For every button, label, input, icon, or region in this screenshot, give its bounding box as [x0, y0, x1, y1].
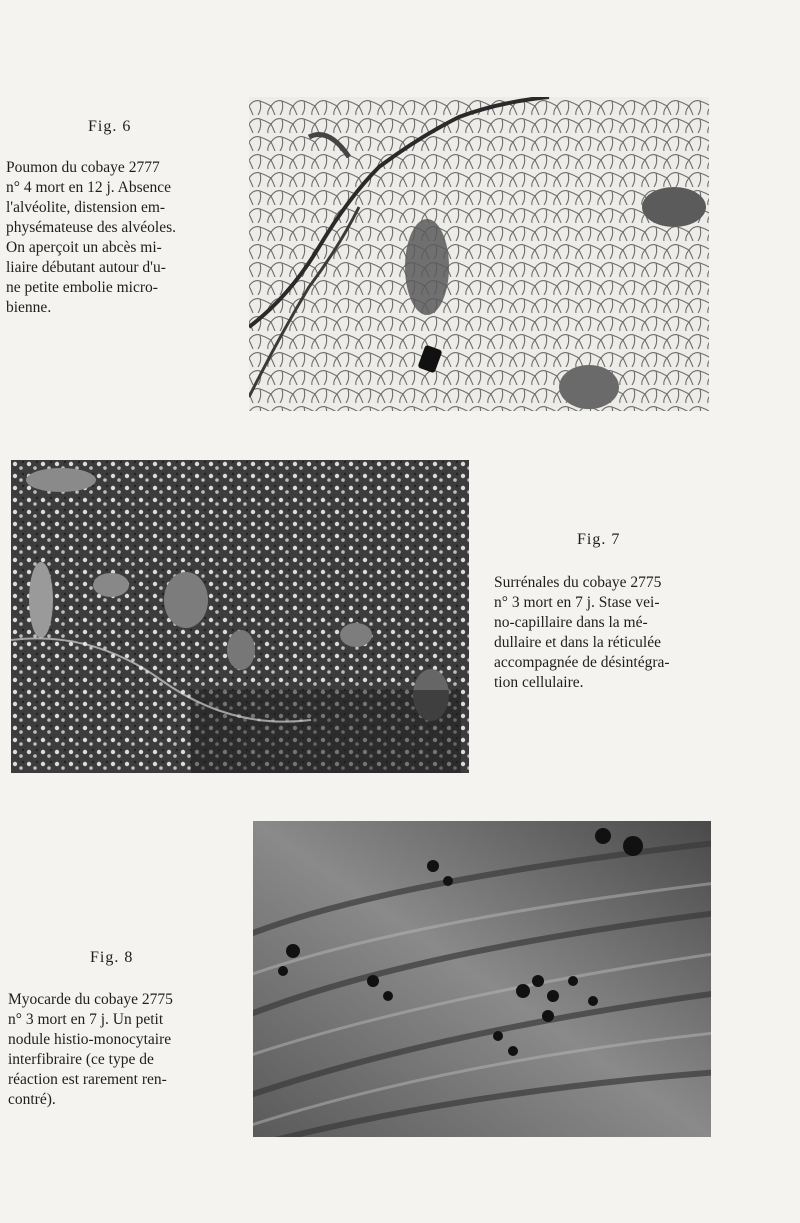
figure-7-caption: [494, 573, 726, 693]
caption-line: n° 3 mort en 7 j. Un petit: [8, 1011, 164, 1028]
caption-line: Myocarde du cobaye 2775: [8, 991, 173, 1008]
micrograph-lung: [249, 97, 709, 411]
caption-line: Poumon du cobaye 2777: [6, 159, 160, 176]
figure-6-caption: [6, 158, 228, 318]
figure-8-caption: [8, 990, 230, 1110]
caption-line: n° 3 mort en 7 j. Stase vei-: [494, 594, 660, 611]
caption-line: l'alvéolite, distension em-: [6, 199, 166, 216]
caption-line: dullaire et dans la réticulée: [494, 634, 661, 651]
caption-line: no-capillaire dans la mé-: [494, 614, 648, 631]
caption-line: contré).: [8, 1091, 56, 1108]
caption-line: n° 4 mort en 12 j. Absence: [6, 179, 172, 196]
caption-line: accompagnée de désintégra-: [494, 654, 670, 671]
caption-line: Surrénales du cobaye 2775: [494, 574, 662, 591]
figure-6-label: Fig. 6: [88, 118, 132, 135]
figure-8-label: Fig. 8: [90, 949, 134, 966]
micrograph-adrenal: [11, 460, 469, 773]
caption-line: On aperçoit un abcès mi-: [6, 239, 162, 256]
caption-line: réaction est rarement ren-: [8, 1071, 167, 1088]
micrograph-myocardium: [253, 821, 711, 1137]
figure-7-label: Fig. 7: [577, 531, 621, 548]
caption-line: ne petite embolie micro-: [6, 279, 158, 296]
caption-line: physémateuse des alvéoles.: [6, 219, 177, 236]
caption-line: nodule histio-monocytaire: [8, 1031, 172, 1048]
caption-line: tion cellulaire.: [494, 674, 584, 691]
caption-line: bienne.: [6, 299, 52, 316]
caption-line: liaire débutant autour d'u-: [6, 259, 166, 276]
caption-line: interfibraire (ce type de: [8, 1051, 154, 1068]
